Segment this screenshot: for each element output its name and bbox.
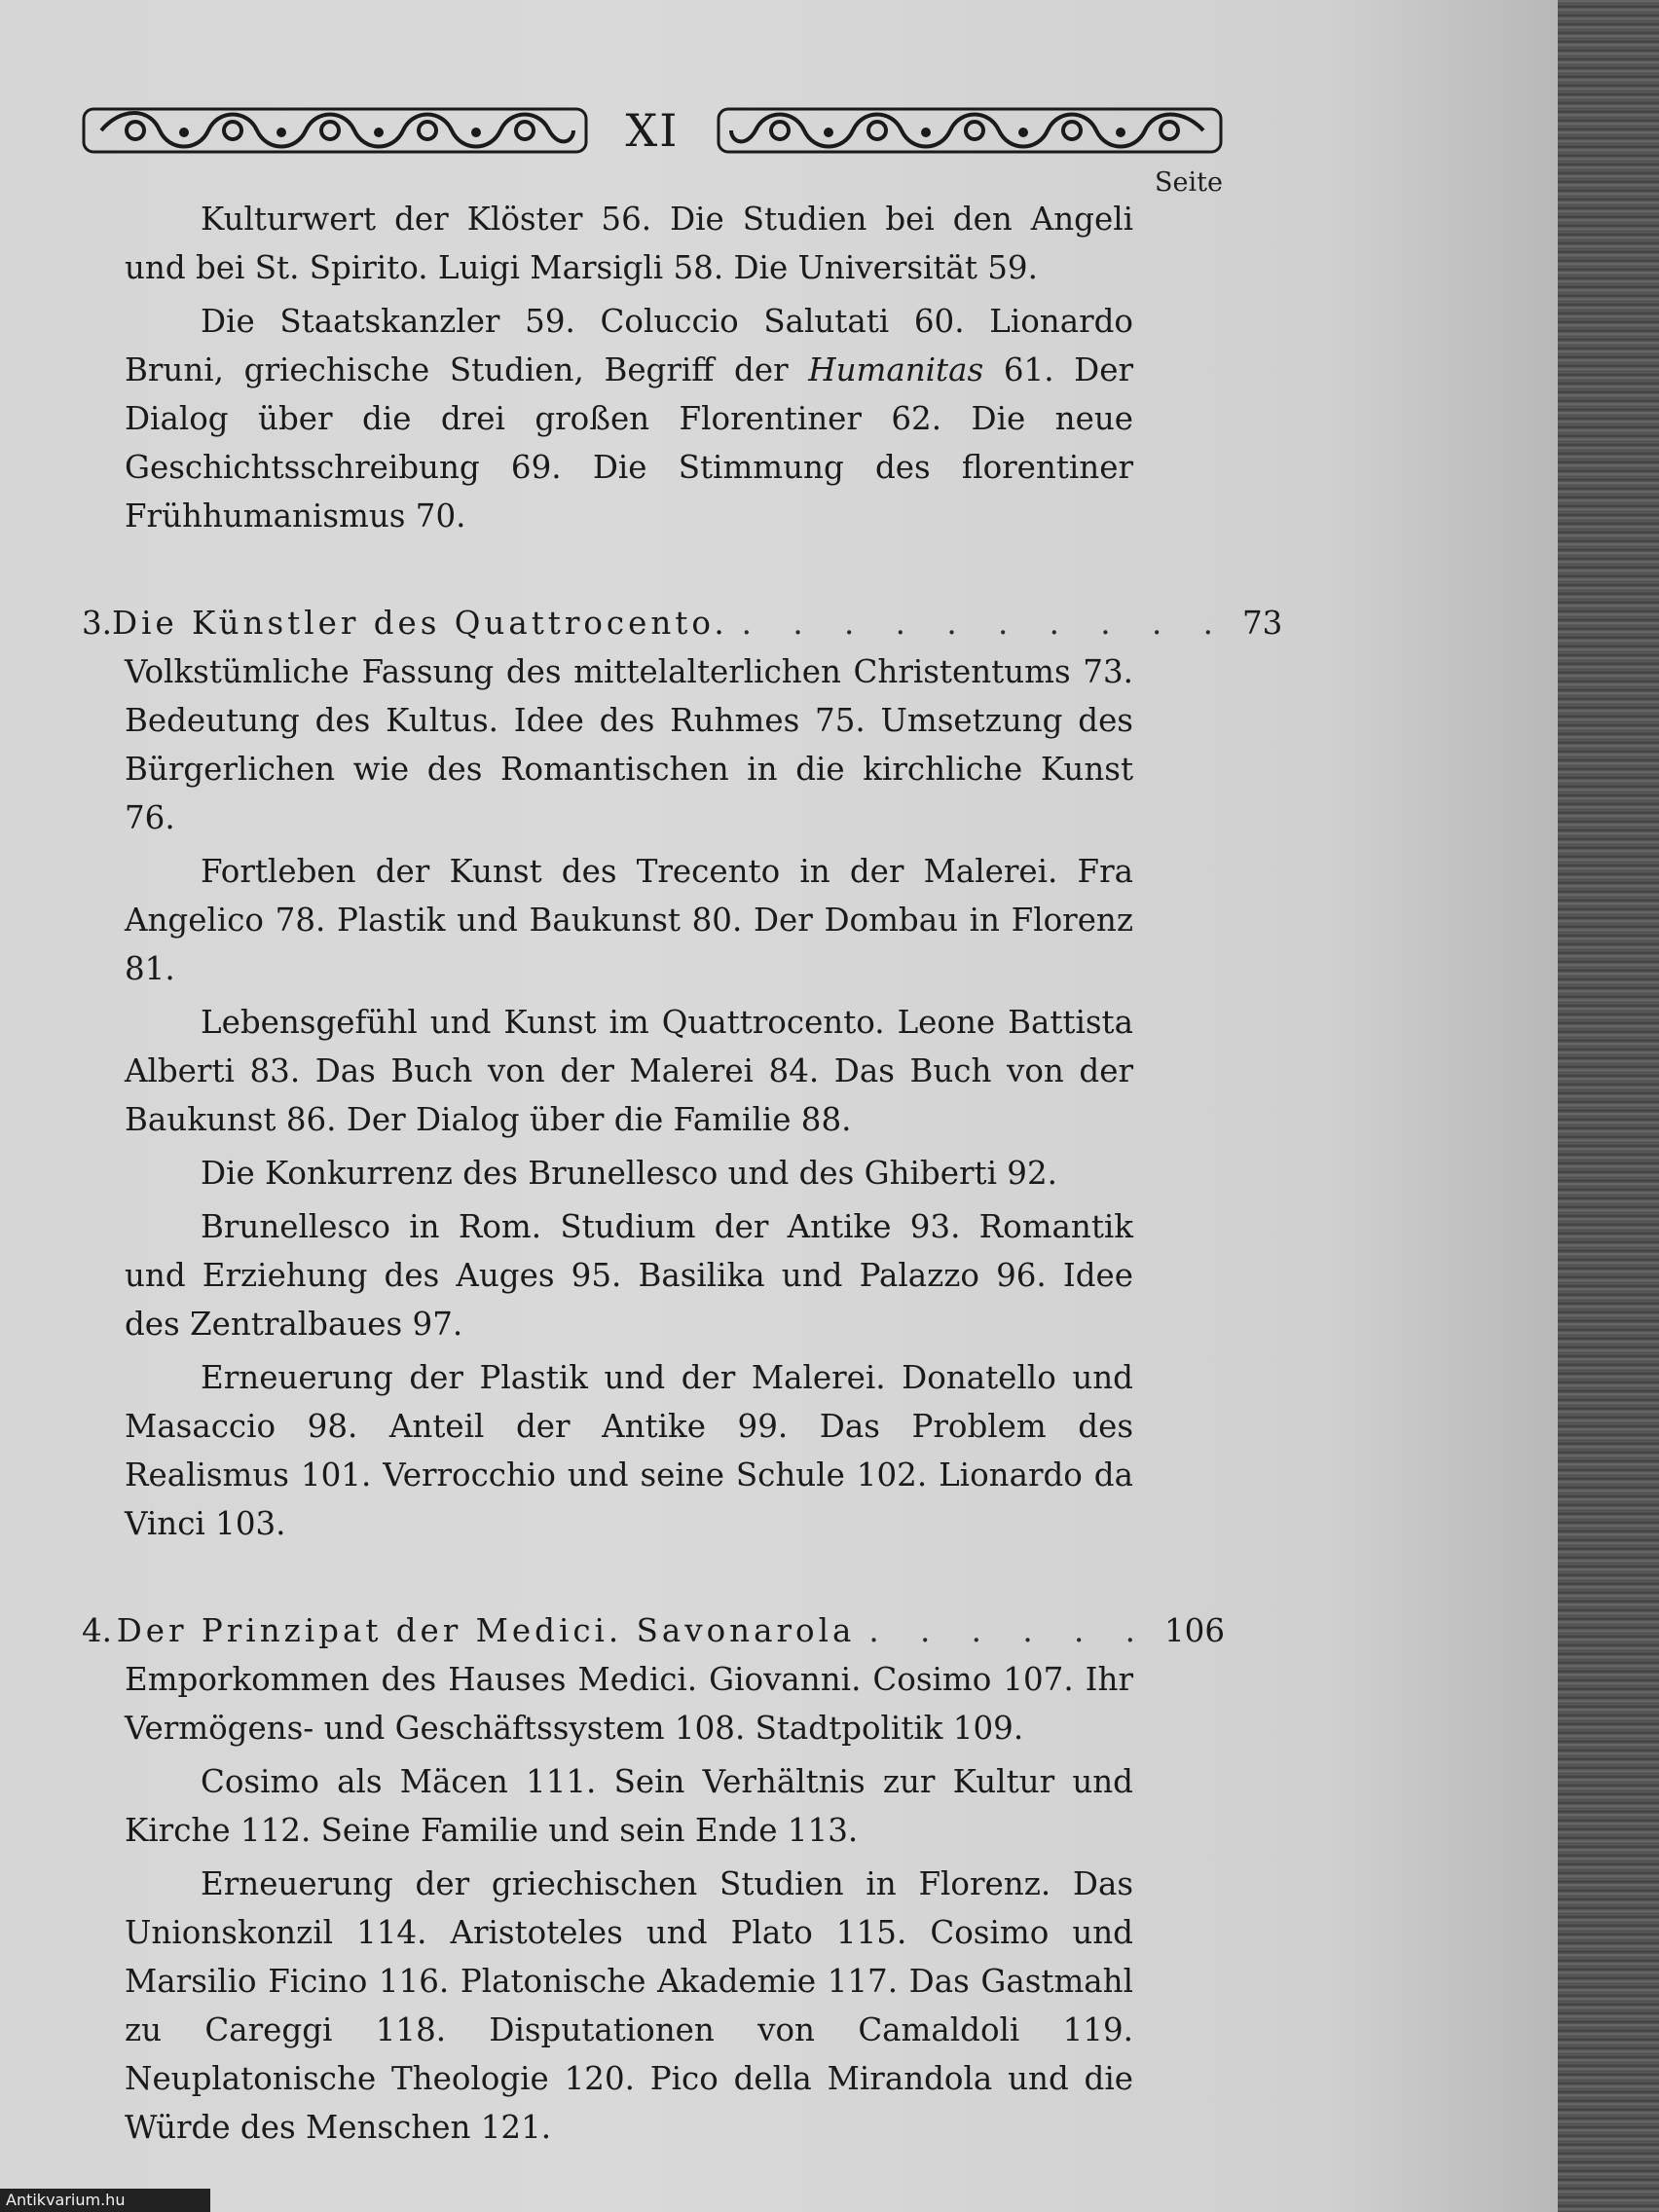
dot-leader: . . . . . . . . . . — [741, 605, 1229, 642]
section-paragraph: Volkstümliche Fassung des mittelalterlichen Christentums 73. Bedeutung des Kultus. Idee des Ruhmes 75. Umsetzung des Bürgerlichen wie des Romantischen in die kirchliche Kunst 76. — [125, 653, 1133, 836]
page-header — [82, 101, 1223, 160]
section-paragraph: Fortleben der Kunst des Trecento in der Malerei. Fra Angelico 78. Plastik und Baukunst 80. Der Dombau in Florenz 81. — [125, 853, 1133, 987]
section-3-body — [82, 647, 1231, 1548]
section-paragraph: Die Konkurrenz des Brunellesco und des Ghiberti 92. — [201, 1155, 1057, 1192]
left-ornament-icon — [82, 103, 588, 158]
section-paragraph: Lebensgefühl und Kunst im Quattrocento. Leone Battista Alberti 83. Das Buch von der Malerei 84. Das Buch von der Baukunst 86. Der Dialog über die Familie 88. — [125, 1004, 1133, 1138]
section-paragraph: Brunellesco in Rom. Studium der Antike 93. Romantik und Erziehung des Auges 95. Basilika und Palazzo 96. Idee des Zentralbaues 97. — [125, 1208, 1133, 1343]
section-number: 4. — [82, 1612, 113, 1649]
section-paragraph: Erneuerung der griechischen Studien in Florenz. Das Unionskonzil 114. Aristoteles und Plato 115. Cosimo und Marsilio Ficino 116. Platonische Akademie 117. Das Gastmahl zu Careggi 118. Disputationen von Camaldoli 119. Neuplatonische Theologie 120. Pico della Mirandola und die Würde des Menschen 121. — [125, 1865, 1133, 2146]
section-page: 73 — [1241, 605, 1283, 642]
intro-paragraph: Kulturwert der Klöster 56. Die Studien bei den Angeli und bei St. Spirito. Luigi Marsigli 58. Die Universität 59. — [125, 201, 1133, 286]
section-4-body — [82, 1655, 1231, 2152]
dot-leader: . . . . . . — [868, 1612, 1151, 1649]
section-paragraph: Erneuerung der Plastik und der Malerei. Donatello und Masaccio 98. Anteil der Antike 99. Das Problem des Realismus 101. Verrocchio und seine Schule 102. Lionardo da Vinci 103. — [125, 1359, 1133, 1542]
humanitas-term: Humanitas — [808, 351, 984, 388]
seite-label: Seite — [1155, 167, 1223, 198]
section-paragraph: Emporkommen des Hauses Medici. Giovanni. Cosimo 107. Ihr Vermögens- und Geschäftssystem 108. Stadtpolitik 109. — [125, 1661, 1133, 1747]
section-3-heading — [82, 599, 1283, 647]
right-ornament-icon — [717, 103, 1223, 158]
section-page: 106 — [1164, 1612, 1226, 1649]
intro-block — [82, 195, 1231, 540]
section-number: 3. — [82, 605, 113, 642]
section-title: Der Prinzipat der Medici. Savonarola — [116, 1612, 856, 1649]
toc-content — [82, 195, 1283, 2157]
watermark: Antikvarium.hu — [0, 2189, 210, 2212]
section-4-heading — [82, 1606, 1226, 1655]
book-binding-edge — [1558, 0, 1659, 2212]
section-title: Die Künstler des Quattrocento. — [112, 605, 728, 642]
page-number: XI — [625, 104, 680, 157]
intro-paragraph: Die Staatskanzler 59. Coluccio Salutati 60. Lionardo Bruni, griechische Studien, Begriff der Humanitas 61. Der Dialog über die drei großen Florentiner 62. Die neue Geschichtsschreibung 69. Die Stimmung des florentiner Frühhumanismus 70. — [125, 303, 1133, 535]
section-paragraph: Cosimo als Mäcen 111. Sein Verhältnis zur Kultur und Kirche 112. Seine Familie und sein Ende 113. — [125, 1763, 1133, 1849]
